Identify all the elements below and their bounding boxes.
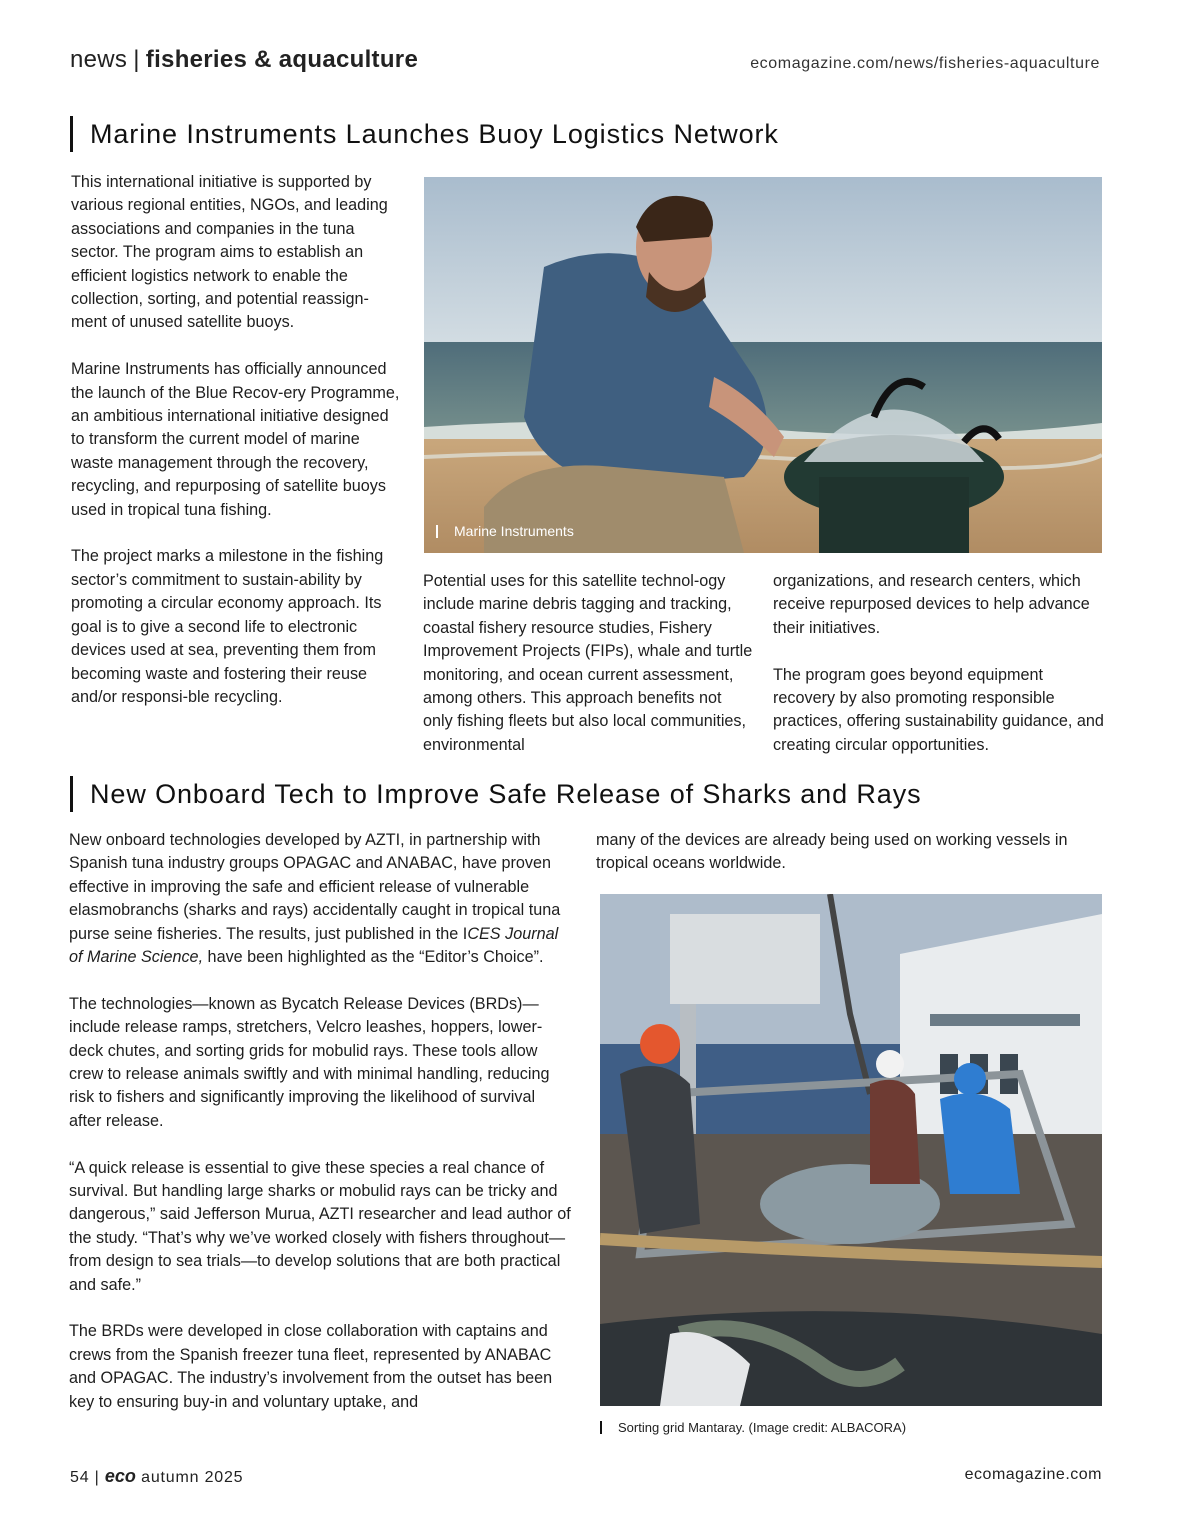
section-header: [70, 46, 418, 74]
article2-title: New Onboard Tech to Improve Safe Release of Sharks and Rays: [70, 776, 922, 812]
credit-bar: [436, 525, 438, 538]
article1-photo-credit: [436, 523, 574, 539]
article2-col1-paragraph: The BRDs were developed in close collaboration with captains and crews from the Spanish freezer tuna fleet, represented by ANABAC and OPAGAC. The industry’s involvement from the outset has been key to ensuring buy-in and voluntary uptake, and: [69, 1322, 553, 1411]
article2-column-1: [69, 829, 571, 1414]
article1-col2-paragraph: Potential uses for this satellite technol-ogy include marine debris tagging and tracking, coastal fishery resource studies, Fishery Improvement Projects (FIPs), whale and turtle monitoring, and ocean current assessment, among others. This approach benefits not only fishing fleets but also local communities, environmental: [423, 572, 753, 754]
vessel-deck-photo: [600, 894, 1102, 1406]
header-url-link[interactable]: ecomagazine.com/news/fisheries-aquaculture: [750, 55, 1100, 72]
footer-site-link[interactable]: ecomagazine.com: [964, 1466, 1102, 1483]
article1-col3-paragraph: The program goes beyond equipment recovery by also promoting responsible practices, offering sustainability guidance, and creating circular opportunities.: [773, 665, 1104, 754]
article1-column-3: [773, 570, 1108, 757]
article2-photo-caption: [600, 1420, 906, 1435]
article1-photo: [424, 177, 1102, 553]
article2-column-2: [596, 829, 1106, 876]
category-label: news: [70, 46, 128, 73]
section-label: fisheries & aquaculture: [145, 46, 419, 73]
article2-col1-paragraph: The technologies—known as Bycatch Release Devices (BRDs)—include release ramps, stretchers, Velcro leashes, hoppers, lower-deck chutes, and sorting grids for mobulid rays. These tools allow crew to release animals swiftly and with minimal handling, reducing risk to fishers and significantly improving the likelihood of survival after release.: [69, 994, 550, 1130]
header-separator: |: [133, 46, 140, 73]
page-number: 54: [70, 1469, 90, 1486]
footer-issue-info: [70, 1466, 243, 1487]
article1-col1-paragraph: Marine Instruments has officially announced the launch of the Blue Recov-ery Programme, an ambitious international initiative designed to transform the current model of marine waste management through the recovery, recycling, and repurposing of satellite buoys used in tropical tuna fishing.: [71, 360, 400, 519]
article1-title: Marine Instruments Launches Buoy Logistics Network: [70, 116, 779, 152]
article1-column-1: [71, 171, 401, 709]
article2-photo: [600, 894, 1102, 1406]
article1-col1-paragraph: This international initiative is supported by various regional entities, NGOs, and leading associations and companies in the tuna sector. The program aims to establish an efficient logistics network to enable the collection, sorting, and potential reassign-ment of unused satellite buoys.: [71, 173, 388, 332]
footer-separator: |: [94, 1469, 100, 1486]
article1-column-2: [423, 570, 753, 757]
article2-col2-paragraph: many of the devices are already being used on working vessels in tropical oceans worldwide.: [596, 831, 1068, 873]
paragraph-text: have been highlighted as the “Editor’s Choice”.: [203, 948, 544, 967]
article2-col1-paragraph: “A quick release is essential to give these species a real chance of survival. But handling large sharks or mobulid rays can be tricky and dangerous,” said Jefferson Murua, AZTI researcher and lead author of the study. “That’s why we’ve worked closely with fishers throughout—from design to sea trials—to develop solutions that are both practical and safe.”: [69, 1158, 571, 1294]
article2-col1-paragraph: [69, 829, 571, 969]
caption-bar: [600, 1421, 602, 1434]
paragraph-text: New onboard technologies developed by AZTI, in partnership with Spanish tuna industry groups OPAGAC and ANABAC, have proven effective in improving the safe and efficient release of vulnerable elasmobranchs (sharks and rays) accidentally caught in tropical tuna purse seine fisheries. The results, just published in the I: [69, 831, 561, 943]
issue-label: autumn 2025: [141, 1469, 244, 1486]
journal-name: CES Journal of Marine Science,: [69, 924, 559, 967]
caption-text: Sorting grid Mantaray. (Image credit: ALBACORA): [618, 1420, 907, 1435]
article1-col3-paragraph: organizations, and research centers, which receive repurposed devices to help advance their initiatives.: [773, 572, 1090, 637]
credit-text: Marine Instruments: [454, 523, 574, 539]
eco-logo: eco: [104, 1466, 136, 1486]
article1-col1-paragraph: The project marks a milestone in the fishing sector’s commitment to sustain-ability by promoting a circular economy approach. Its goal is to give a second life to electronic devices used at sea, preventing them from becoming waste and fostering their reuse and/or responsi-ble recycling.: [71, 547, 384, 706]
beach-buoy-photo: [424, 177, 1102, 553]
